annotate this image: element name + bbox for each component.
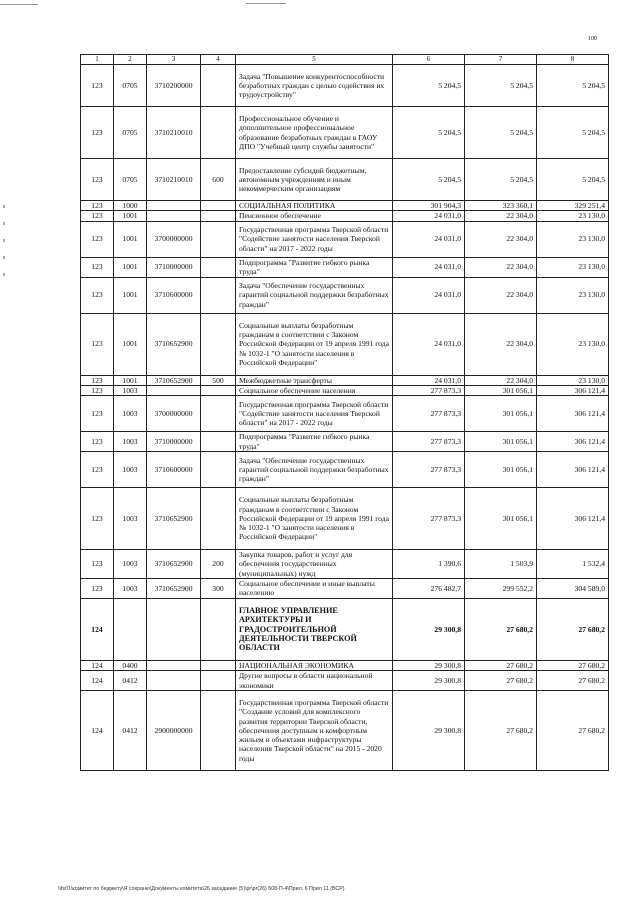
target-article-cell: 3710210010 xyxy=(147,159,201,201)
table-row xyxy=(81,221,609,257)
amount-2019-cell: 22 304,0 xyxy=(465,257,537,277)
table-row xyxy=(81,257,609,277)
table-row xyxy=(81,107,609,159)
target-article-cell: 3710652900 xyxy=(147,550,201,579)
amount-2020-cell: 23 130,0 xyxy=(537,221,609,257)
amount-2019-cell: 301 056,1 xyxy=(465,432,537,452)
amount-2020-cell: 304 589,0 xyxy=(537,578,609,598)
description-cell: Задача "Повышение конкурентоспособности безработных граждан с целью содействия их трудоустройству" xyxy=(236,65,393,107)
table-row xyxy=(81,385,609,395)
grbs-code-cell: 123 xyxy=(81,396,114,432)
grbs-code-cell: 123 xyxy=(81,385,114,395)
amount-2019-cell: 5 204,5 xyxy=(465,159,537,201)
amount-2020-cell: 329 251,4 xyxy=(537,201,609,211)
amount-2018-cell: 29 300,8 xyxy=(393,671,465,691)
target-article-cell: 3710652900 xyxy=(147,578,201,598)
description-cell: СОЦИАЛЬНАЯ ПОЛИТИКА xyxy=(236,201,393,211)
amount-2019-cell: 22 304,0 xyxy=(465,211,537,221)
expense-type-cell xyxy=(201,691,236,771)
amount-2020-cell: 5 204,5 xyxy=(537,65,609,107)
section-code-cell: 1003 xyxy=(114,432,147,452)
target-article-cell xyxy=(147,598,201,660)
amount-2020-cell: 306 121,4 xyxy=(537,396,609,432)
expense-type-cell xyxy=(201,660,236,670)
expense-type-cell xyxy=(201,385,236,395)
amount-2019-cell: 27 680,2 xyxy=(465,598,537,660)
table-row xyxy=(81,432,609,452)
expense-type-cell xyxy=(201,257,236,277)
target-article-cell: 3710652900 xyxy=(147,375,201,385)
target-article-cell xyxy=(147,671,201,691)
amount-2018-cell: 277 873,3 xyxy=(393,488,465,550)
amount-2018-cell: 301 904,3 xyxy=(393,201,465,211)
amount-2018-cell: 24 031,0 xyxy=(393,221,465,257)
header-cell: 7 xyxy=(465,55,537,65)
description-cell: Межбюджетные трансферты xyxy=(236,375,393,385)
table-row xyxy=(81,211,609,221)
amount-2020-cell: 23 130,0 xyxy=(537,375,609,385)
expense-type-cell xyxy=(201,598,236,660)
target-article-cell: 2900000000 xyxy=(147,691,201,771)
amount-2019-cell: 22 304,0 xyxy=(465,375,537,385)
section-code-cell: 1001 xyxy=(114,211,147,221)
description-cell: Государственная программа Тверской области "Содействие занятости населения Тверской области" на 2017 - 2022 годы xyxy=(236,396,393,432)
section-code-cell: 1003 xyxy=(114,488,147,550)
amount-2018-cell: 1 390,6 xyxy=(393,550,465,579)
amount-2020-cell: 306 121,4 xyxy=(537,452,609,488)
target-article-cell xyxy=(147,211,201,221)
target-article-cell: 3710000000 xyxy=(147,257,201,277)
target-article-cell: 3700000000 xyxy=(147,396,201,432)
scan-artifact-line xyxy=(246,3,286,4)
grbs-code-cell: 124 xyxy=(81,691,114,771)
target-article-cell: 3710652900 xyxy=(147,313,201,375)
expense-type-cell xyxy=(201,671,236,691)
table-row xyxy=(81,671,609,691)
section-code-cell: 1003 xyxy=(114,452,147,488)
amount-2020-cell: 23 130,0 xyxy=(537,313,609,375)
margin-punch-marks xyxy=(3,205,5,290)
description-cell: Социальные выплаты безработным гражданам в соответствии с Законом Российской Федерации от 19 апреля 1991 года № 1032-1 "О занятости населения в Российской Федерации" xyxy=(236,313,393,375)
description-cell: Социальные выплаты безработным гражданам в соответствии с Законом Российской Федерации от 19 апреля 1991 года № 1032-1 "О занятости населения в Российской Федерации" xyxy=(236,488,393,550)
expense-type-cell xyxy=(201,65,236,107)
description-cell: Закупка товаров, работ и услуг для обеспечения государственных (муниципальных) нужд xyxy=(236,550,393,579)
section-code-cell: 1003 xyxy=(114,550,147,579)
description-cell: Социальное обеспечение населения xyxy=(236,385,393,395)
table-row xyxy=(81,313,609,375)
section-code-cell: 0705 xyxy=(114,65,147,107)
expense-type-cell: 600 xyxy=(201,159,236,201)
description-cell: ГЛАВНОЕ УПРАВЛЕНИЕ АРХИТЕКТУРЫ И ГРАДОСТРОИТЕЛЬНОЙ ДЕЯТЕЛЬНОСТИ ТВЕРСКОЙ ОБЛАСТИ xyxy=(236,598,393,660)
description-cell: Пенсионное обеспечение xyxy=(236,211,393,221)
description-cell: Государственная программа Тверской области "Создание условий для комплексного развития территории Тверской области, обеспечения доступным и комфортным жильем и объектами инфраструктуры населения Тверской области" на 2015 - 2020 годы xyxy=(236,691,393,771)
expense-type-cell xyxy=(201,452,236,488)
header-cell: 6 xyxy=(393,55,465,65)
amount-2018-cell: 277 873,3 xyxy=(393,452,465,488)
grbs-code-cell: 123 xyxy=(81,375,114,385)
header-cell: 8 xyxy=(537,55,609,65)
grbs-code-cell: 123 xyxy=(81,313,114,375)
target-article-cell xyxy=(147,201,201,211)
table-row xyxy=(81,65,609,107)
grbs-code-cell: 124 xyxy=(81,598,114,660)
amount-2018-cell: 277 873,3 xyxy=(393,385,465,395)
amount-2020-cell: 5 204,5 xyxy=(537,159,609,201)
section-code-cell: 1001 xyxy=(114,257,147,277)
amount-2018-cell: 29 300,8 xyxy=(393,598,465,660)
grbs-code-cell: 123 xyxy=(81,65,114,107)
amount-2018-cell: 24 031,0 xyxy=(393,313,465,375)
table-row xyxy=(81,452,609,488)
expense-type-cell xyxy=(201,488,236,550)
amount-2020-cell: 27 680,2 xyxy=(537,691,609,771)
expense-type-cell xyxy=(201,211,236,221)
scan-artifact-line xyxy=(0,4,38,5)
amount-2019-cell: 299 552,2 xyxy=(465,578,537,598)
section-code-cell: 0412 xyxy=(114,671,147,691)
description-cell: Задача "Обеспечение государственных гарантий социальной поддержки безработных граждан" xyxy=(236,277,393,313)
expense-type-cell xyxy=(201,107,236,159)
amount-2018-cell: 277 873,3 xyxy=(393,396,465,432)
amount-2020-cell: 1 532,4 xyxy=(537,550,609,579)
description-cell: НАЦИОНАЛЬНАЯ ЭКОНОМИКА xyxy=(236,660,393,670)
description-cell: Профессиональное обучение и дополнительное профессиональное образование безработных граждан в ГАОУ ДПО "Учебный центр службы занятости" xyxy=(236,107,393,159)
amount-2018-cell: 5 204,5 xyxy=(393,65,465,107)
header-cell: 3 xyxy=(147,55,201,65)
amount-2019-cell: 323 360,1 xyxy=(465,201,537,211)
grbs-code-cell: 124 xyxy=(81,671,114,691)
section-code-cell: 1003 xyxy=(114,385,147,395)
file-path-footer: \\fs01\комитет по бюджету\Я сохраню\Документы комитета\26 заседание (5)\pr\pr(26) 508-П-4\Прил. 6 Прил 11 (ВСР) xyxy=(58,886,345,892)
target-article-cell: 3710600000 xyxy=(147,277,201,313)
budget-allocation-table xyxy=(80,54,609,771)
table-row xyxy=(81,201,609,211)
amount-2020-cell: 27 680,2 xyxy=(537,660,609,670)
grbs-code-cell: 123 xyxy=(81,432,114,452)
amount-2019-cell: 22 304,0 xyxy=(465,277,537,313)
section-code-cell: 0705 xyxy=(114,159,147,201)
amount-2018-cell: 277 873,3 xyxy=(393,432,465,452)
amount-2018-cell: 24 031,0 xyxy=(393,257,465,277)
description-cell: Подпрограмма "Развитие гибкого рынка труда" xyxy=(236,257,393,277)
expense-type-cell: 500 xyxy=(201,375,236,385)
grbs-code-cell: 123 xyxy=(81,550,114,579)
section-code-cell: 1001 xyxy=(114,221,147,257)
grbs-code-cell: 123 xyxy=(81,159,114,201)
grbs-code-cell: 123 xyxy=(81,452,114,488)
section-code-cell xyxy=(114,598,147,660)
amount-2020-cell: 5 204,5 xyxy=(537,107,609,159)
table-header-row xyxy=(81,55,609,65)
page-number: 100 xyxy=(588,36,597,42)
amount-2019-cell: 301 056,1 xyxy=(465,452,537,488)
target-article-cell: 3700000000 xyxy=(147,221,201,257)
amount-2020-cell: 27 680,2 xyxy=(537,671,609,691)
amount-2019-cell: 27 680,2 xyxy=(465,691,537,771)
header-cell: 2 xyxy=(114,55,147,65)
expense-type-cell xyxy=(201,277,236,313)
amount-2020-cell: 306 121,4 xyxy=(537,385,609,395)
table-row xyxy=(81,375,609,385)
amount-2018-cell: 24 031,0 xyxy=(393,277,465,313)
header-cell: 4 xyxy=(201,55,236,65)
grbs-code-cell: 123 xyxy=(81,578,114,598)
amount-2019-cell: 22 304,0 xyxy=(465,221,537,257)
amount-2018-cell: 5 204,5 xyxy=(393,107,465,159)
target-article-cell xyxy=(147,385,201,395)
amount-2019-cell: 1 503,9 xyxy=(465,550,537,579)
amount-2020-cell: 23 130,0 xyxy=(537,211,609,221)
amount-2019-cell: 301 056,1 xyxy=(465,385,537,395)
description-cell: Подпрограмма "Развитие гибкого рынка труда" xyxy=(236,432,393,452)
amount-2020-cell: 306 121,4 xyxy=(537,488,609,550)
table-row xyxy=(81,660,609,670)
description-cell: Предоставление субсидий бюджетным, автономным учреждениям и иным некоммерческим организациям xyxy=(236,159,393,201)
amount-2018-cell: 276 482,7 xyxy=(393,578,465,598)
expense-type-cell xyxy=(201,201,236,211)
section-code-cell: 1000 xyxy=(114,201,147,211)
target-article-cell xyxy=(147,660,201,670)
amount-2019-cell: 27 680,2 xyxy=(465,671,537,691)
section-code-cell: 1003 xyxy=(114,396,147,432)
expense-type-cell: 300 xyxy=(201,578,236,598)
section-code-cell: 0400 xyxy=(114,660,147,670)
amount-2019-cell: 5 204,5 xyxy=(465,107,537,159)
table-row xyxy=(81,691,609,771)
expense-type-cell xyxy=(201,313,236,375)
table-row xyxy=(81,598,609,660)
section-code-cell: 1003 xyxy=(114,578,147,598)
grbs-code-cell: 123 xyxy=(81,201,114,211)
table-row xyxy=(81,488,609,550)
section-code-cell: 0705 xyxy=(114,107,147,159)
amount-2019-cell: 22 304,0 xyxy=(465,313,537,375)
amount-2019-cell: 301 056,1 xyxy=(465,396,537,432)
header-cell: 1 xyxy=(81,55,114,65)
amount-2020-cell: 27 680,2 xyxy=(537,598,609,660)
section-code-cell: 1001 xyxy=(114,277,147,313)
header-cell: 5 xyxy=(236,55,393,65)
amount-2018-cell: 29 300,8 xyxy=(393,660,465,670)
target-article-cell: 3710600000 xyxy=(147,452,201,488)
expense-type-cell xyxy=(201,396,236,432)
grbs-code-cell: 123 xyxy=(81,107,114,159)
section-code-cell: 0412 xyxy=(114,691,147,771)
table-row xyxy=(81,159,609,201)
grbs-code-cell: 124 xyxy=(81,660,114,670)
grbs-code-cell: 123 xyxy=(81,277,114,313)
table-row xyxy=(81,396,609,432)
target-article-cell: 3710000000 xyxy=(147,432,201,452)
grbs-code-cell: 123 xyxy=(81,221,114,257)
table-row xyxy=(81,277,609,313)
section-code-cell: 1001 xyxy=(114,313,147,375)
amount-2018-cell: 24 031,0 xyxy=(393,211,465,221)
amount-2018-cell: 29 300,8 xyxy=(393,691,465,771)
table-row xyxy=(81,550,609,579)
section-code-cell: 1001 xyxy=(114,375,147,385)
amount-2019-cell: 5 204,5 xyxy=(465,65,537,107)
grbs-code-cell: 123 xyxy=(81,211,114,221)
amount-2018-cell: 5 204,5 xyxy=(393,159,465,201)
expense-type-cell: 200 xyxy=(201,550,236,579)
grbs-code-cell: 123 xyxy=(81,257,114,277)
description-cell: Государственная программа Тверской области "Содействие занятости населения Тверской области" на 2017 - 2022 годы xyxy=(236,221,393,257)
amount-2019-cell: 301 056,1 xyxy=(465,488,537,550)
description-cell: Социальное обеспечение и иные выплаты населению xyxy=(236,578,393,598)
expense-type-cell xyxy=(201,432,236,452)
target-article-cell: 3710200000 xyxy=(147,65,201,107)
amount-2018-cell: 24 031,0 xyxy=(393,375,465,385)
amount-2020-cell: 23 130,0 xyxy=(537,257,609,277)
grbs-code-cell: 123 xyxy=(81,488,114,550)
expense-type-cell xyxy=(201,221,236,257)
amount-2019-cell: 27 680,2 xyxy=(465,660,537,670)
target-article-cell: 3710210010 xyxy=(147,107,201,159)
table-row xyxy=(81,578,609,598)
amount-2020-cell: 23 130,0 xyxy=(537,277,609,313)
description-cell: Другие вопросы в области национальной экономики xyxy=(236,671,393,691)
target-article-cell: 3710652900 xyxy=(147,488,201,550)
description-cell: Задача "Обеспечение государственных гарантий социальной поддержки безработных граждан" xyxy=(236,452,393,488)
amount-2020-cell: 306 121,4 xyxy=(537,432,609,452)
